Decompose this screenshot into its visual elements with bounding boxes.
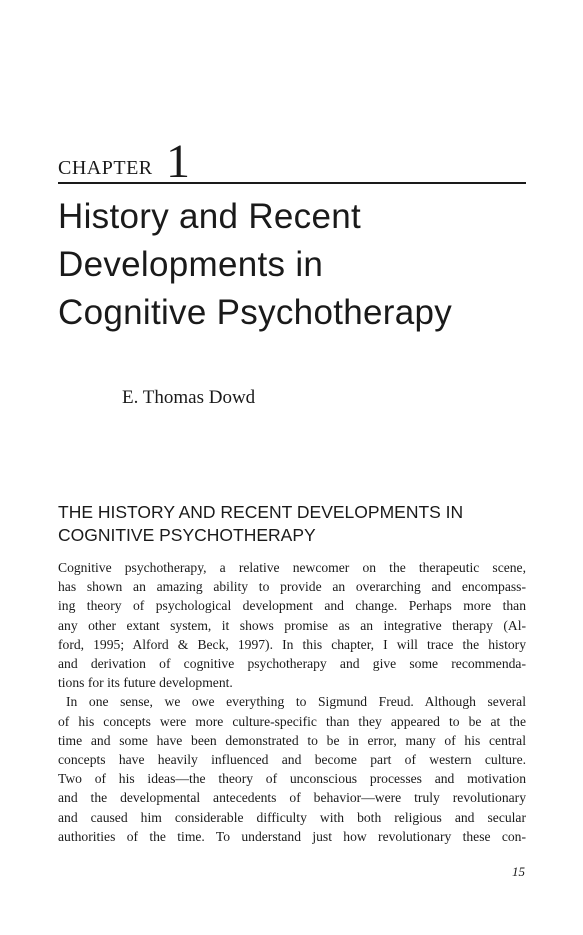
section-heading-line: COGNITIVE PSYCHOTHERAPY (58, 525, 316, 545)
body-line: and caused him considerable difficulty with both religious and secular (58, 809, 526, 825)
chapter-title-line: Cognitive Psychotherapy (58, 293, 453, 332)
body-line: authorities of the time. To understand just how revolutionary these con- (58, 828, 526, 844)
chapter-header (58, 135, 526, 188)
body-line: ford, 1995; Alford & Beck, 1997). In this chapter, I will trace the history (58, 636, 526, 652)
chapter-label: CHAPTER (58, 157, 153, 179)
body-line: any other extant system, it shows promise as an integrative therapy (Al- (58, 617, 526, 633)
body-line: time and some have been demonstrated to be in error, many of his central (58, 732, 526, 748)
section-heading-line: THE HISTORY AND RECENT DEVELOPMENTS IN (58, 502, 464, 522)
chapter-title-line: Developments in (58, 245, 324, 284)
author-name: E. Thomas Dowd (122, 387, 256, 408)
body-line: and derivation of cognitive psychotherapy and give some recommenda- (58, 656, 526, 672)
chapter-title-line: History and Recent (58, 197, 362, 236)
body-line: Cognitive psychotherapy, a relative newcomer on the therapeutic scene, (58, 560, 526, 575)
chapter-title (58, 193, 538, 337)
body-line: In one sense, we owe everything to Sigmund Freud. Although several (66, 694, 526, 710)
body-line: Two of his ideas—the theory of unconscious processes and motivation (58, 771, 526, 787)
body-line: concepts have heavily influenced and become part of western culture. (58, 752, 526, 768)
body-line: tions for its future development. (58, 675, 233, 691)
section-heading (58, 501, 538, 547)
body-line: and the developmental antecedents of behavior—were truly revolutionary (58, 790, 526, 806)
chapter-number: 1 (166, 135, 190, 188)
body-line: of his concepts were more culture-specific than they appeared to be at the (58, 713, 526, 729)
page-number: 15 (512, 864, 525, 879)
body-text (58, 558, 526, 846)
body-line: has shown an amazing ability to provide an overarching and encompass- (58, 579, 526, 595)
body-line: ing theory of psychological development and change. Perhaps more than (58, 598, 526, 614)
